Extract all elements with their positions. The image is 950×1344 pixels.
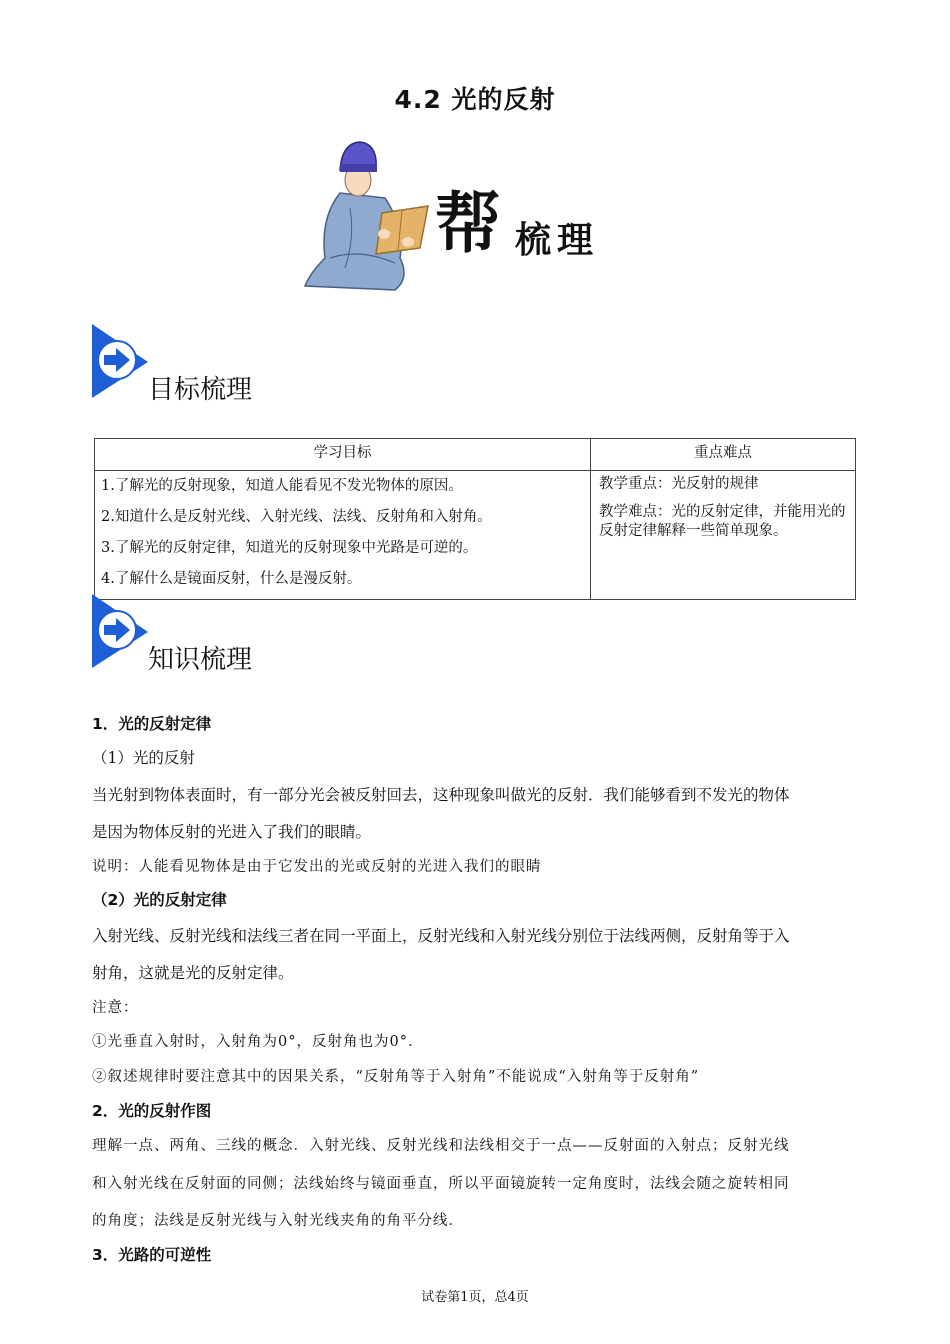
section-title-knowledge: 知识梳理 [148,645,253,675]
note-label: 注意： [92,1000,139,1016]
page-title: 4.2 光的反射 [394,85,556,114]
goals-cell [95,471,591,600]
paragraph-line: 的角度；法线是反射光线与入射光线夹角的角平分线． [92,1213,464,1229]
key-point: 教学重点：光反射的规律 [599,476,759,492]
note-line: ②叙述规律时要注意其中的因果关系，“反射角等于入射角”不能说成“入射角等于反射角” [92,1069,700,1085]
heading-reflection-law: 1．光的反射定律 [92,715,212,733]
paragraph-line: 是因为物体反射的光进入了我们的眼睛。 [92,823,372,841]
paragraph-line: 理解一点、两角、三线的概念．入射光线、反射光线和法线相交于一点——反射面的入射点；反射光线 [92,1138,790,1154]
heading-reflection-drawing: 2．光的反射作图 [92,1102,212,1120]
goal-item: 4.了解什么是镜面反射，什么是漫反射。 [101,571,362,587]
key-points-header: 重点难点 [591,439,856,471]
goal-item: 2.知道什么是反射光线、入射光线、法线、反射角和入射角。 [101,509,492,525]
arrow-circle-icon [90,592,150,670]
banner-char-big: 帮 [435,184,501,262]
goal-item: 1.了解光的反射现象，知道人能看见不发光物体的原因。 [101,478,463,494]
paragraph-line: 入射光线、反射光线和法线三者在同一平面上，反射光线和入射光线分别位于法线两侧，反射角等于入 [92,927,790,945]
banner-illustration [300,138,630,298]
goal-item: 3.了解光的反射定律，知道光的反射现象中光路是可逆的。 [101,540,478,556]
goals-table [94,438,856,600]
paragraph-line: 当光射到物体表面时，有一部分光会被反射回去，这种现象叫做光的反射．我们能够看到不发光的物体 [92,786,790,804]
heading-reversibility: 3．光路的可逆性 [92,1246,212,1264]
note-line: ①光垂直入射时，入射角为0°，反射角也为0°． [92,1034,424,1050]
paragraph-line: 和入射光线在反射面的同侧；法线始终与镜面垂直，所以平面镜旋转一定角度时，法线会随之旋转相同 [92,1176,790,1192]
banner-chars-small: 梳理 [515,219,600,261]
paragraph-line: 射角，这就是光的反射定律。 [92,964,294,982]
goals-header: 学习目标 [95,439,591,471]
section-title-goals: 目标梳理 [148,375,253,405]
page-footer: 试卷第1页，总4页 [421,1290,529,1305]
note-line: 说明：人能看见物体是由于它发出的光或反射的光进入我们的眼睛 [92,859,542,875]
subheading-reflection: （1）光的反射 [92,749,195,767]
scholar-reading-icon [300,138,630,298]
key-points-cell [591,471,856,600]
subheading-reflection-law: （2）光的反射定律 [92,891,227,909]
difficulty: 教学难点：光的反射定律，并能用光的反射定律解释一些简单现象。 [599,504,846,539]
arrow-circle-icon [90,322,150,400]
